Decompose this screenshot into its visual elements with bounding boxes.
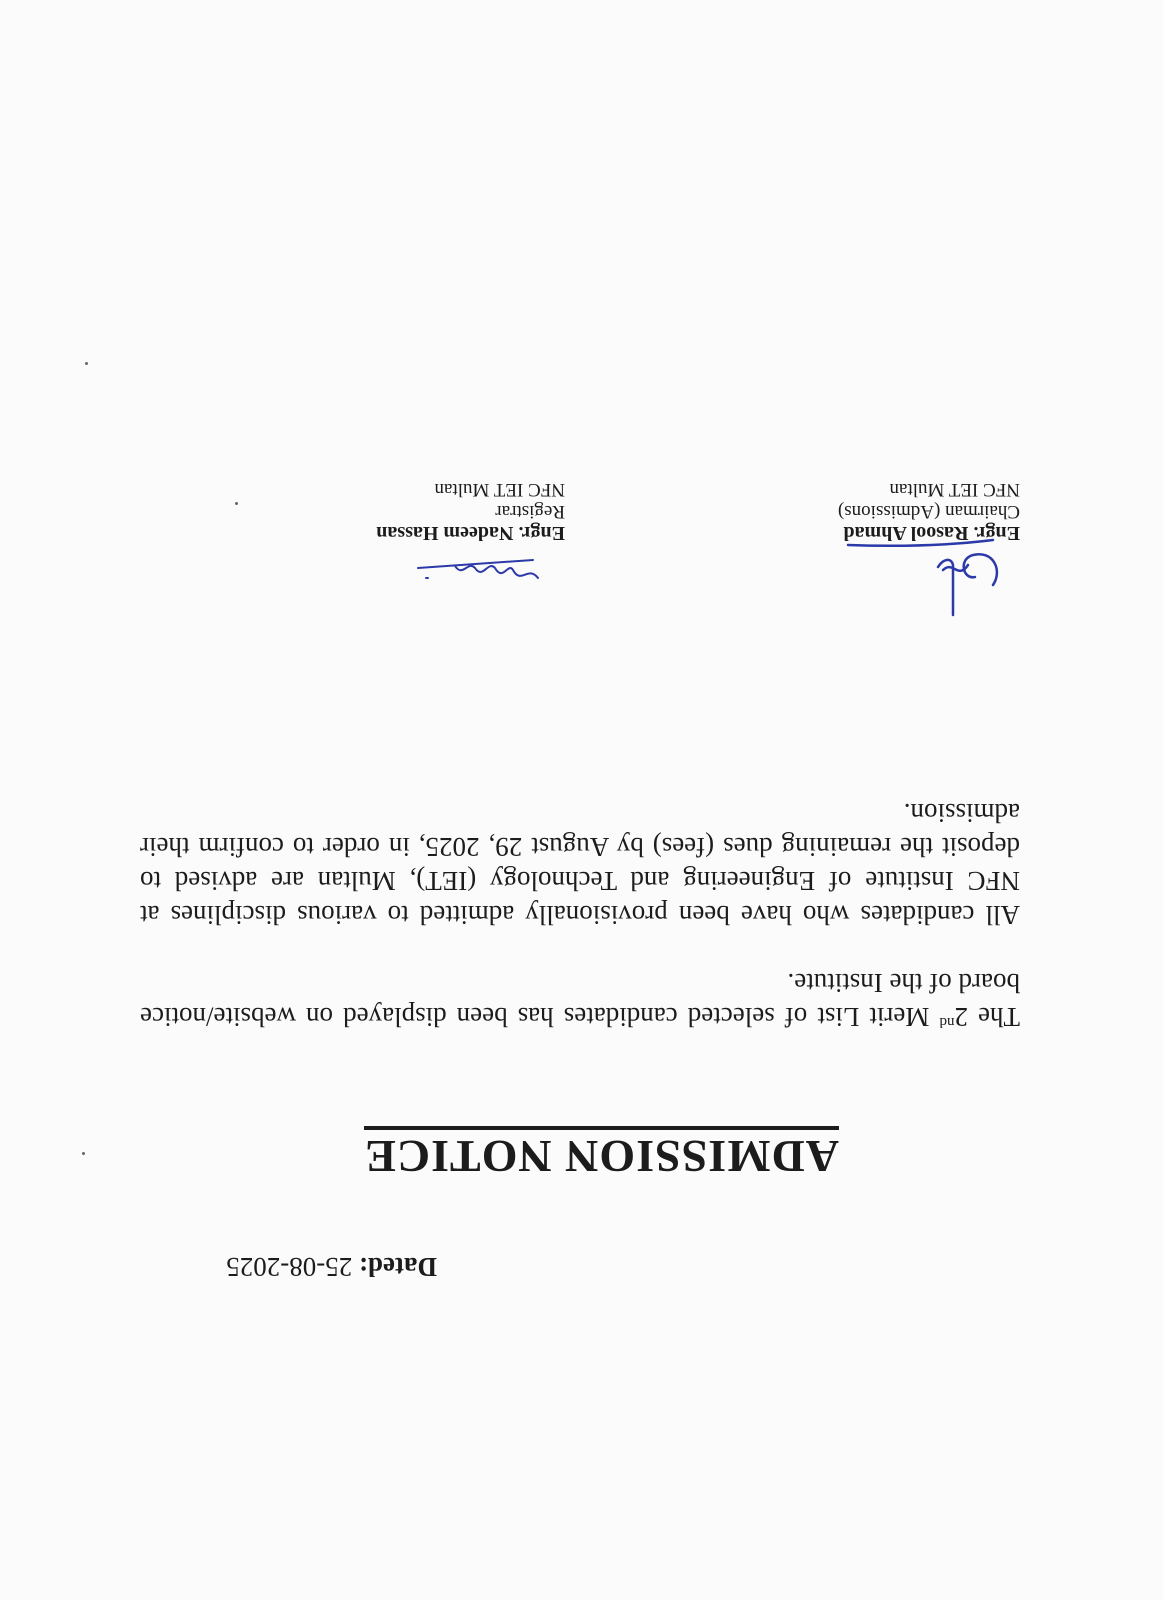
signatory-name: Engr. Rasool Ahmad <box>843 522 1020 544</box>
signatory-registrar <box>376 478 565 544</box>
signatory-org: NFC IET Multan <box>434 479 565 500</box>
paragraph1-prefix: The 2 <box>954 1002 1020 1032</box>
dated-label: Dated: <box>359 1252 437 1282</box>
signatory-name: Engr. Nadeem Hassan <box>376 522 565 544</box>
dated-value: 25-08-2025 <box>226 1252 353 1282</box>
fee-deposit-paragraph: All candidates who have been provisionally admitted to various disciplines at NFC Institute of Engineering and Technology (IET), Multan are advised to deposit the remaining dues (fees) by August 29, 2025, in order to confirm their admission. <box>140 798 1020 930</box>
scan-speck <box>235 502 238 505</box>
signature-nadeem-hassan-icon <box>413 550 543 590</box>
signatory-chairman <box>838 478 1020 544</box>
signatory-title: Chairman (Admissions) <box>837 501 1020 522</box>
dated-line <box>226 1251 437 1282</box>
paragraph1-superscript: nd <box>939 1014 955 1030</box>
merit-list-paragraph <box>140 966 1020 1034</box>
page-title: ADMISSION NOTICE <box>364 1126 839 1180</box>
paragraph1-text: Merit List of selected candidates has been displayed on website/notice board of the Institute. <box>140 968 1020 1032</box>
scan-speck <box>85 362 88 365</box>
signature-rasool-ahmad-icon <box>843 535 1013 625</box>
signatory-title: Registrar <box>495 501 565 522</box>
scan-speck <box>82 1152 85 1155</box>
signatory-org: NFC IET Multan <box>889 479 1020 500</box>
